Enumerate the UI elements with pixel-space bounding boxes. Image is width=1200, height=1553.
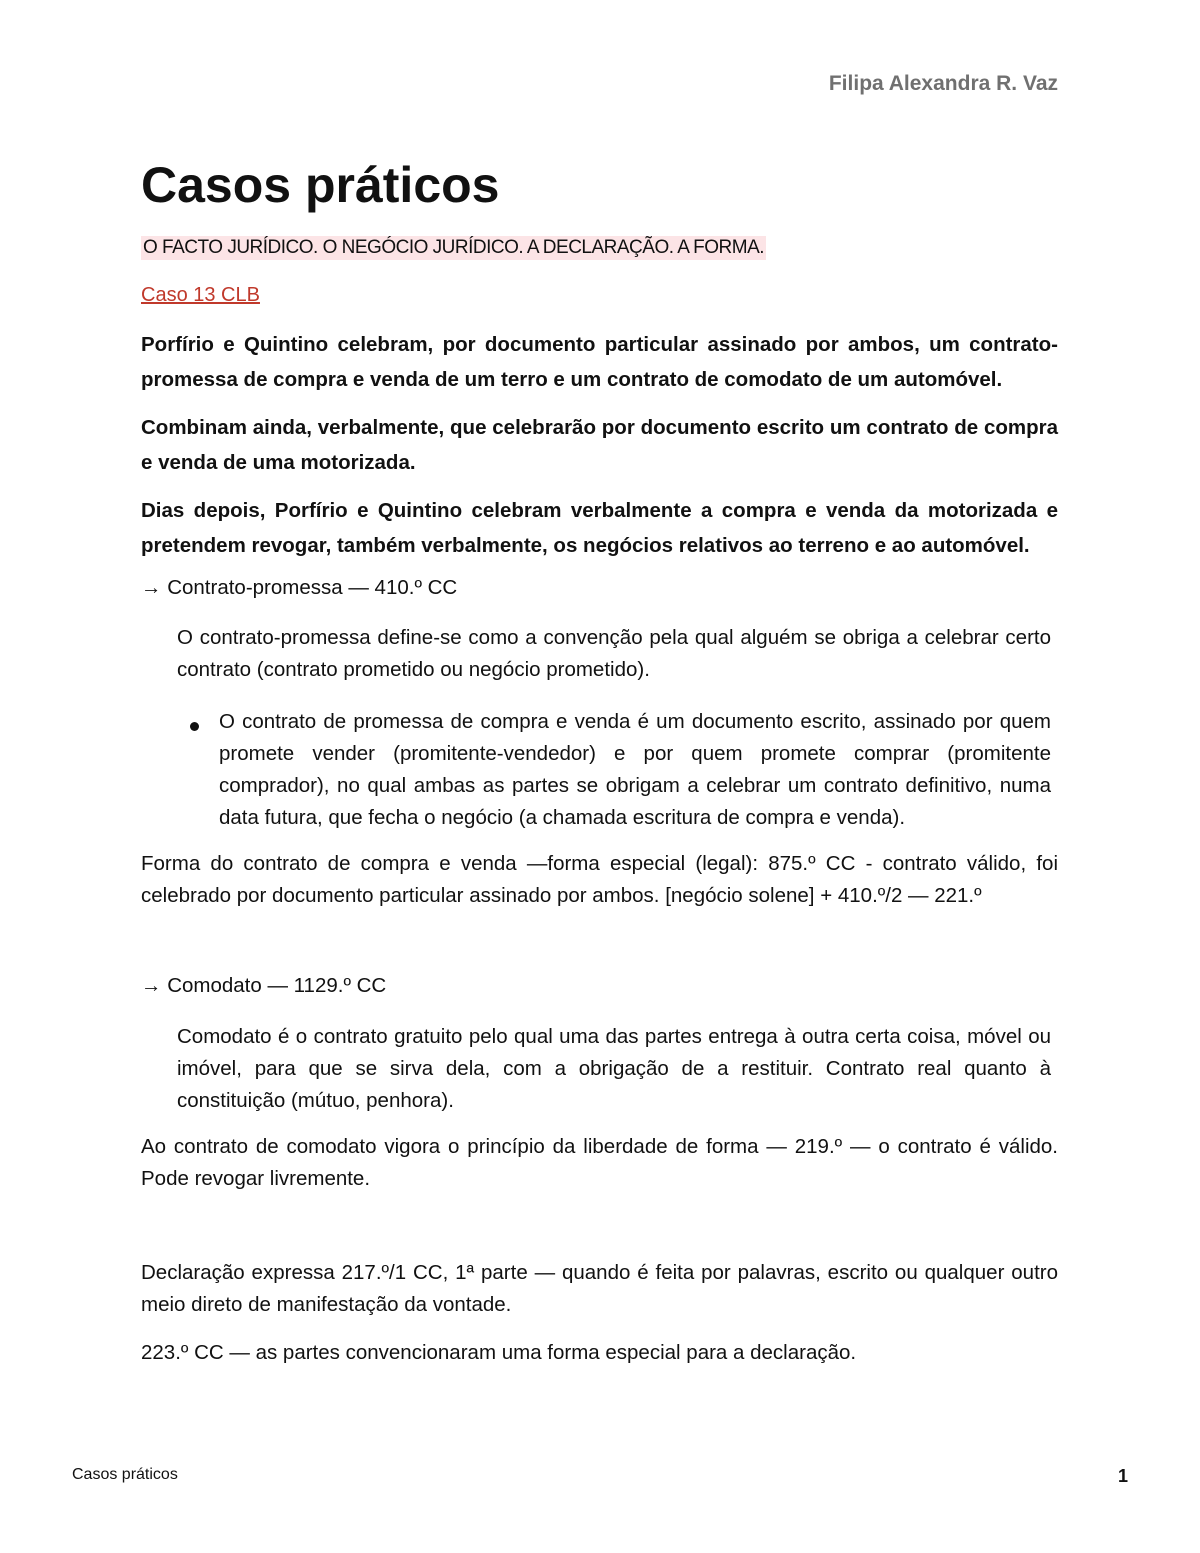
compra-venda-form-paragraph: Forma do contrato de compra e venda —forma especial (legal): 875.º CC - contrato válido, foi celebrado por documento particular assinado por ambos. [negócio solene] + 410.º/2 — 221.º: [141, 852, 1058, 907]
comodato-conclusion: Ao contrato de comodato vigora o princípio da liberdade de forma — 219.º — o contrato é válido. Pode revogar livremente.: [141, 1135, 1058, 1190]
highlighted-subtitle: O FACTO JURÍDICO. O NEGÓCIO JURÍDICO. A DECLARAÇÃO. A FORMA.: [143, 237, 765, 258]
case-title: Caso 13 CLB: [141, 284, 260, 306]
page-number: 1: [1117, 1466, 1128, 1486]
page-title: Casos práticos: [141, 157, 500, 213]
declaration-paragraph: Declaração expressa 217.º/1 CC, 1ª parte — quando é feita por palavras, escrito ou qualquer outro meio direto de manifestação da vontade.: [141, 1261, 1058, 1316]
bullet-icon: [190, 722, 199, 731]
author-header: Filipa Alexandra R. Vaz: [828, 72, 1058, 95]
contrato-promessa-definition: O contrato-promessa define-se como a convenção pela qual alguém se obriga a celebrar certo contrato (contrato prometido ou negócio prometido).: [177, 626, 1051, 681]
case-paragraph-3: Dias depois, Porfírio e Quintino celebram verbalmente a compra e venda da motorizada e pretendem revogar, também verbalmente, os negócios relativos ao terreno e ao automóvel.: [141, 499, 1058, 557]
section-heading-comodato: → Comodato — 1129.º CC: [141, 974, 387, 997]
case-paragraph-2: Combinam ainda, verbalmente, que celebrarão por documento escrito um contrato de compra e venda de uma motorizada.: [141, 416, 1058, 474]
case-paragraph-1: Porfírio e Quintino celebram, por documento particular assinado por ambos, um contrato-promessa de compra e venda de um terro e um contrato de comodato de um automóvel.: [141, 333, 1058, 391]
section-heading-contrato-promessa: → Contrato-promessa — 410.º CC: [141, 576, 458, 599]
footer-section-title: Casos práticos: [72, 1466, 178, 1483]
comodato-definition: Comodato é o contrato gratuito pelo qual uma das partes entrega à outra certa coisa, móvel ou imóvel, para que se sirva dela, com a obrigação de a restituir. Contrato real quanto à constituição (mútuo, penhora).: [177, 1025, 1051, 1112]
special-form-paragraph: 223.º CC — as partes convencionaram uma forma especial para a declaração.: [141, 1341, 857, 1364]
bullet-text: O contrato de promessa de compra e venda é um documento escrito, assinado por quem promete vender (promitente-vendedor) e por quem promete comprar (promitente comprador), no qual ambas as partes se obrigam a celebrar um contrato definitivo, numa data futura, que fecha o negócio (a chamada escritura de compra e venda).: [219, 710, 1051, 829]
